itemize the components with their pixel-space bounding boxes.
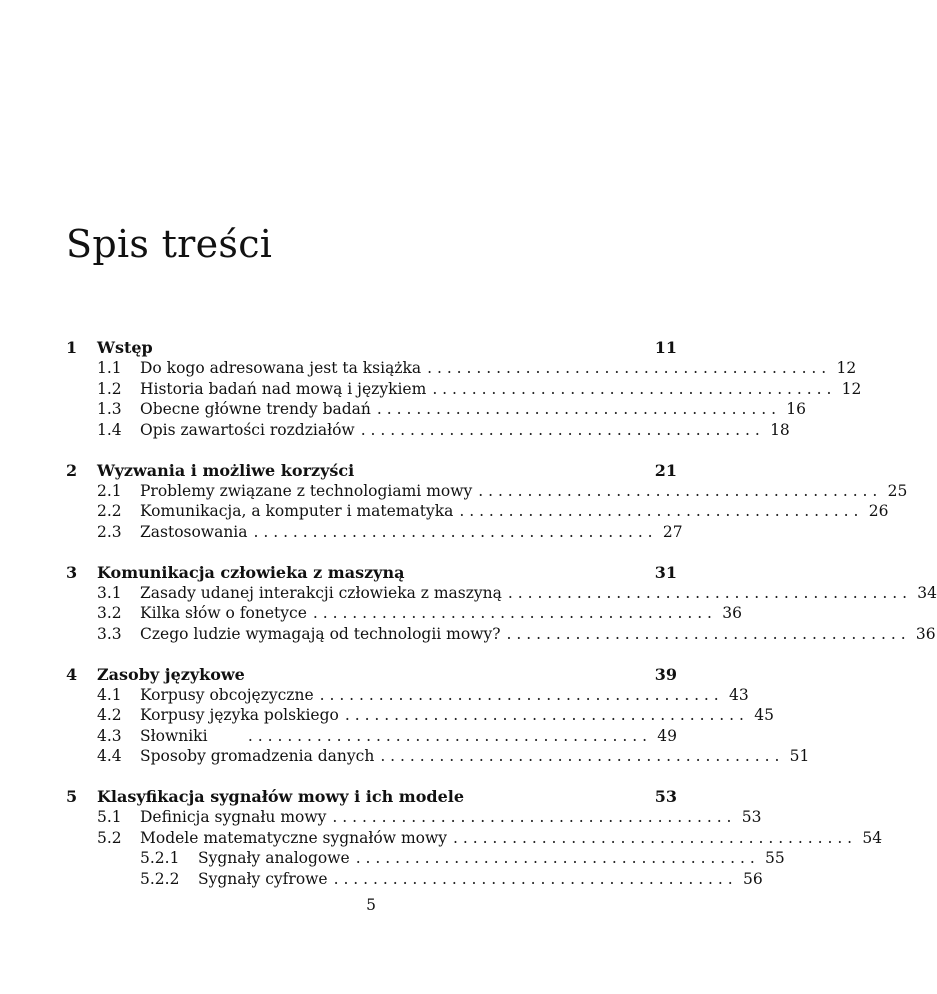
section-title: Modele matematyczne sygnałów mowy <box>140 828 448 847</box>
chapter-4 <box>66 664 810 768</box>
section-entry[interactable] <box>66 706 774 727</box>
dot-leader: . . . . . . . . . . . . . . . . . . . . . . . . . . . . . . . . . . . . . . . . . <box>432 379 832 398</box>
page-title: Spis treści <box>66 222 273 266</box>
section-title: Słowniki <box>140 726 208 745</box>
section-number: 2.3 <box>97 522 122 541</box>
chapter-1 <box>66 338 862 441</box>
section-title: Do kogo adresowana jest ta książka <box>140 359 422 377</box>
chapter-title: Komunikacja człowieka z maszyną <box>97 562 405 582</box>
section-entry[interactable] <box>66 624 936 646</box>
section-number: 4.3 <box>97 726 122 745</box>
section-title: Komunikacja, a komputer i matematyka <box>140 502 454 520</box>
section-page: 53 <box>741 808 762 826</box>
chapter-entry[interactable] <box>66 461 677 482</box>
chapter-2 <box>66 460 908 544</box>
section-title: Definicja sygnału mowy <box>140 808 327 826</box>
section-page: 36 <box>722 604 742 622</box>
section-page: 16 <box>786 400 806 418</box>
section-number: 2.1 <box>97 481 122 500</box>
section-number: 4.4 <box>97 747 122 765</box>
section-entry[interactable] <box>66 747 810 768</box>
section-page: 36 <box>915 624 936 643</box>
table-of-contents <box>66 338 937 910</box>
section-entry[interactable] <box>66 400 806 421</box>
dot-leader: . . . . . . . . . . . . . . . . . . . . . . . . . . . . . . . . . . . . . . . . . <box>380 747 780 765</box>
subsection-entry[interactable] <box>66 849 785 870</box>
chapter-page: 39 <box>654 664 677 684</box>
section-number: 1.4 <box>97 420 122 439</box>
section-entry[interactable] <box>66 522 683 544</box>
section-title: Korpusy obcojęzyczne <box>140 685 314 704</box>
chapter-entry[interactable] <box>66 787 677 808</box>
section-entry[interactable] <box>66 481 908 503</box>
section-number: 4.2 <box>97 706 122 724</box>
section-number: 5.1 <box>97 808 122 826</box>
section-title: Sposoby gromadzenia danych <box>140 747 375 765</box>
section-number: 1.3 <box>97 400 122 418</box>
section-entry[interactable] <box>66 502 889 523</box>
chapter-entry[interactable] <box>66 338 677 359</box>
chapter-page: 31 <box>654 562 677 582</box>
subsection-number: 5.2.1 <box>140 849 180 867</box>
dot-leader: . . . . . . . . . . . . . . . . . . . . . . . . . . . . . . . . . . . . . . . . . <box>332 808 732 826</box>
section-title: Zasady udanej interakcji człowieka z maszyną <box>140 583 502 602</box>
section-entry[interactable] <box>66 359 857 380</box>
section-title: Problemy związane z technologiami mowy <box>140 481 473 500</box>
section-page: 51 <box>789 747 810 765</box>
section-entry[interactable] <box>66 685 749 707</box>
dot-leader: . . . . . . . . . . . . . . . . . . . . . . . . . . . . . . . . . . . . . . . . . <box>312 604 712 622</box>
chapter-title: Klasyfikacja sygnałów mowy i ich modele <box>97 787 465 806</box>
dot-leader: . . . . . . . . . . . . . . . . . . . . . . . . . . . . . . . . . . . . . . . . . <box>360 420 760 439</box>
subsection-title: Sygnały cyfrowe <box>198 869 328 888</box>
section-page: 18 <box>770 420 790 439</box>
dot-leader: . . . . . . . . . . . . . . . . . . . . . . . . . . . . . . . . . . . . . . . . . <box>506 624 906 643</box>
section-number: 3.2 <box>97 604 122 622</box>
dot-leader: . . . . . . . . . . . . . . . . . . . . . . . . . . . . . . . . . . . . . . . . . <box>376 400 776 418</box>
dot-leader: . . . . . . . . . . . . . . . . . . . . . . . . . . . . . . . . . . . . . . . . . <box>333 869 733 888</box>
section-title: Czego ludzie wymagają od technologii mowy? <box>140 624 501 643</box>
section-number: 3.1 <box>97 583 122 602</box>
subsection-entry[interactable] <box>66 869 763 891</box>
chapter-number: 5 <box>66 787 78 806</box>
dot-leader: . . . . . . . . . . . . . . . . . . . . . . . . . . . . . . . . . . . . . . . . . <box>507 583 907 602</box>
chapter-3 <box>66 562 937 646</box>
dot-leader: . . . . . . . . . . . . . . . . . . . . . . . . . . . . . . . . . . . . . . . . . <box>453 828 853 847</box>
section-title: Kilka słów o fonetyce <box>140 604 307 622</box>
page-number: 5 <box>366 896 376 914</box>
section-number: 4.1 <box>97 685 122 704</box>
section-page: 49 <box>657 726 677 745</box>
chapter-page: 53 <box>654 787 677 806</box>
section-number: 1.2 <box>97 379 122 398</box>
chapter-entry[interactable] <box>66 665 677 686</box>
chapter-5 <box>66 787 883 890</box>
section-entry[interactable] <box>66 828 883 850</box>
section-title: Opis zawartości rozdziałów <box>140 420 355 439</box>
chapter-number: 3 <box>66 562 78 582</box>
dot-leader: . . . . . . . . . . . . . . . . . . . . . . . . . . . . . . . . . . . . . . . . . <box>478 481 878 500</box>
section-title: Historia badań nad mową i językiem <box>140 379 427 398</box>
chapter-title: Wyzwania i możliwe korzyści <box>97 460 355 480</box>
section-title: Zastosowania <box>140 522 248 541</box>
section-page: 27 <box>662 522 683 541</box>
dot-leader: . . . . . . . . . . . . . . . . . . . . . . . . . . . . . . . . . . . . . . . . . <box>319 685 719 704</box>
section-entry[interactable] <box>66 420 790 442</box>
section-number: 5.2 <box>97 828 122 847</box>
section-page: 12 <box>841 379 862 398</box>
subsection-page: 55 <box>765 849 785 867</box>
dot-leader: . . . . . . . . . . . . . . . . . . . . . . . . . . . . . . . . . . . . . . . . . <box>355 849 755 867</box>
section-page: 34 <box>917 583 937 602</box>
section-entry[interactable] <box>66 808 762 829</box>
dot-leader: . . . . . . . . . . . . . . . . . . . . . . . . . . . . . . . . . . . . . . . . . <box>344 706 744 724</box>
subsection-title: Sygnały analogowe <box>198 849 350 867</box>
chapter-page: 21 <box>654 460 677 480</box>
chapter-title: Zasoby językowe <box>97 664 245 684</box>
chapter-number: 2 <box>66 460 78 480</box>
chapter-number: 4 <box>66 664 78 684</box>
section-page: 43 <box>728 685 749 704</box>
section-number: 1.1 <box>97 359 122 377</box>
dot-leader: . . . . . . . . . . . . . . . . . . . . . . . . . . . . . . . . . . . . . . . . . <box>427 359 827 377</box>
subsection-page: 56 <box>742 869 763 888</box>
section-page: 26 <box>868 502 889 520</box>
section-entry[interactable] <box>66 379 862 401</box>
section-title: Korpusy języka polskiego <box>140 706 339 724</box>
section-number: 3.3 <box>97 624 122 643</box>
section-entry[interactable] <box>66 727 677 748</box>
section-page: 45 <box>754 706 774 724</box>
subsection-number: 5.2.2 <box>140 869 180 888</box>
section-entry[interactable] <box>66 583 937 605</box>
section-entry[interactable] <box>66 604 742 625</box>
section-page: 12 <box>836 359 857 377</box>
section-page: 54 <box>862 828 883 847</box>
dot-leader: . . . . . . . . . . . . . . . . . . . . . . . . . . . . . . . . . . . . . . . . . <box>247 726 647 745</box>
section-page: 25 <box>887 481 908 500</box>
chapter-entry[interactable] <box>66 563 677 584</box>
dot-leader: . . . . . . . . . . . . . . . . . . . . . . . . . . . . . . . . . . . . . . . . . <box>253 522 653 541</box>
chapter-page: 11 <box>654 338 677 357</box>
dot-leader: . . . . . . . . . . . . . . . . . . . . . . . . . . . . . . . . . . . . . . . . . <box>459 502 859 520</box>
chapter-number: 1 <box>66 338 78 357</box>
section-number: 2.2 <box>97 502 122 520</box>
chapter-title: Wstęp <box>97 338 153 357</box>
section-title: Obecne główne trendy badań <box>140 400 371 418</box>
